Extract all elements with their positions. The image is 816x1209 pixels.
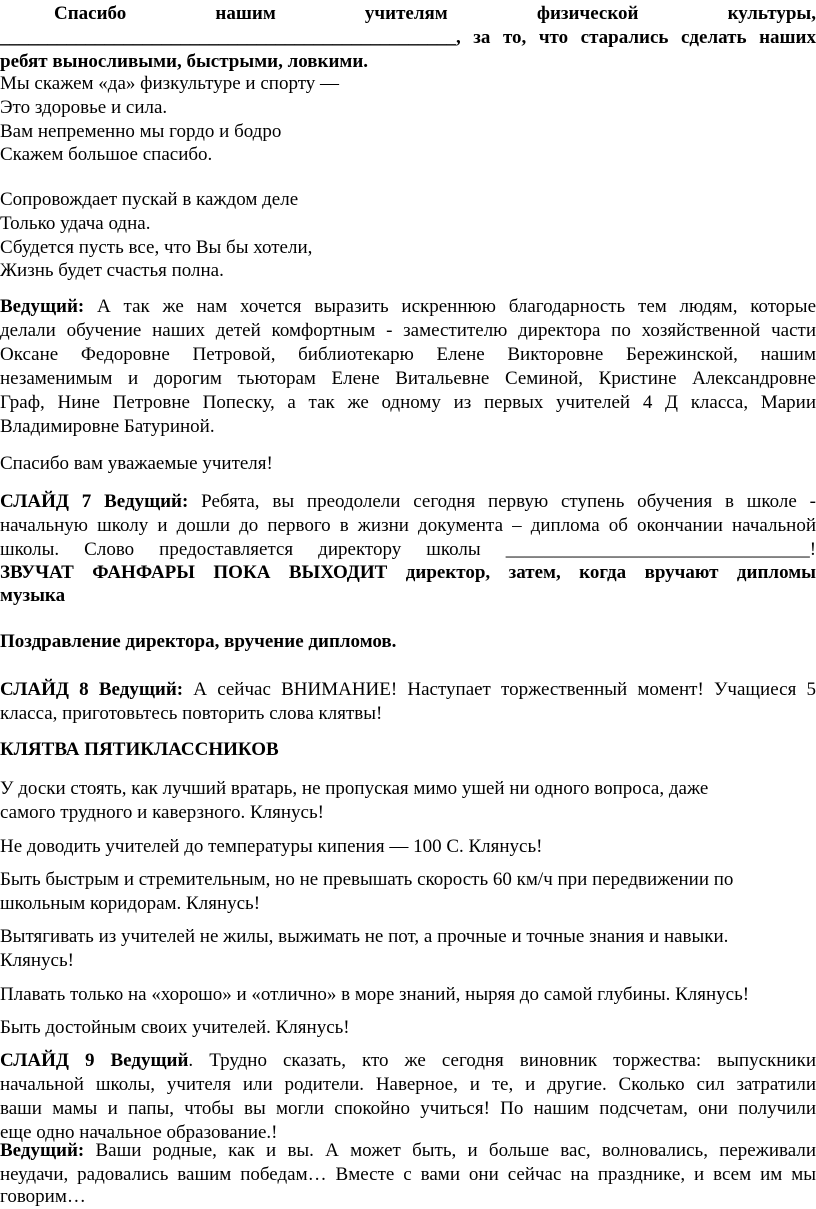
- host1-line: делали обучение наших детей комфортным - заместителю директора по хозяйственной части: [0, 320, 816, 341]
- speaker-label: Ведущий:: [0, 1140, 85, 1161]
- congrats-line: Поздравление директора, вручение дипломов.: [0, 631, 397, 652]
- slide7-line: СЛАЙД 7 Ведущий: Ребята, вы преодолели сегодня первую ступень обучения в школе -: [0, 491, 816, 512]
- oath-title: КЛЯТВА ПЯТИКЛАССНИКОВ: [0, 739, 279, 760]
- slide7-line: начальную школу и дошли до первого в жизни документа – диплома об окончании начальной: [0, 515, 816, 536]
- oath-line: У доски стоять, как лучший вратарь, не пропуская мимо ушей ни одного вопроса, даже: [0, 778, 709, 799]
- poem2-line: Жизнь будет счастья полна.: [0, 260, 224, 281]
- thanks-line: Спасибо вам уважаемые учителя!: [0, 453, 273, 474]
- director-name-blank: ________________________________: [505, 539, 810, 560]
- oath-line: школьным коридорам. Клянусь!: [0, 893, 261, 914]
- poem1-line: Вам непременно мы гордо и бодро: [0, 121, 282, 142]
- slide9-line: СЛАЙД 9 Ведущий. Трудно сказать, кто же сегодня виновник торжества: выпускники: [0, 1050, 816, 1071]
- slide8-line: класса, приготовьтесь повторить слова клятвы!: [0, 703, 383, 724]
- slide9-line: ваши мамы и папы, чтобы вы могли спокойно учиться! По нашим подсчетам, они получили: [0, 1098, 816, 1119]
- oath-line: Быть достойным своих учителей. Клянусь!: [0, 1017, 350, 1038]
- poem1-line: Мы скажем «да» физкультуре и спорту —: [0, 73, 339, 94]
- oath-line: Не доводить учителей до температуры кипения — 100 С. Клянусь!: [0, 836, 543, 857]
- host1-line: Ведущий: А так же нам хочется выразить искреннюю благодарность тем людям, которые: [0, 296, 816, 317]
- fanfare-line: ЗВУЧАТ ФАНФАРЫ ПОКА ВЫХОДИТ директор, затем, когда вручают дипломы: [0, 562, 816, 583]
- intro-line-3: ребят выносливыми, быстрыми, ловкими.: [0, 51, 369, 72]
- host1-line: незаменимым и дорогим тьюторам Елене Витальевне Семиной, Кристине Александровне: [0, 368, 816, 389]
- teacher-name-blank: ________________________________________________: [0, 27, 456, 48]
- poem1-line: Скажем большое спасибо.: [0, 144, 213, 165]
- slide8-line: СЛАЙД 8 Ведущий: А сейчас ВНИМАНИЕ! Наступает торжественный момент! Учащиеся 5: [0, 679, 816, 700]
- oath-line: Плавать только на «хорошо» и «отлично» в море знаний, ныряя до самой глубины. Клянусь!: [0, 984, 750, 1005]
- host1-line: Оксане Федоровне Петровой, библиотекарю Елене Викторовне Бережинской, нашим: [0, 344, 816, 365]
- slide-label: СЛАЙД 7 Ведущий:: [0, 491, 189, 512]
- oath-line: Быть быстрым и стремительным, но не превышать скорость 60 км/ч при передвижении по: [0, 869, 734, 890]
- poem1-line: Это здоровье и сила.: [0, 97, 168, 118]
- host2-line: говорим…: [0, 1186, 86, 1207]
- host2-line: неудачи, радовались вашим победам… Вместе с вами они сейчас на празднике, и всем им мы: [0, 1164, 816, 1185]
- host2-line: Ведущий: Ваши родные, как и вы. А может быть, и больше вас, волновались, переживали: [0, 1140, 816, 1161]
- oath-line: Вытягивать из учителей не жилы, выжимать не пот, а прочные и точные знания и навыки.: [0, 926, 729, 947]
- host1-line: Граф, Нине Петровне Попеску, а так же одному из первых учителей 4 Д класса, Марии: [0, 392, 816, 413]
- oath-line: самого трудного и каверзного. Клянусь!: [0, 802, 324, 823]
- slide9-line: начальной школы, учителя или родители. Наверное, и те, и другие. Сколько сил затратили: [0, 1074, 816, 1095]
- intro-line-2: ________________________________________________, за то, что старались сделать наших: [0, 27, 816, 48]
- poem2-line: Только удача одна.: [0, 213, 151, 234]
- slide-label: СЛАЙД 9 Ведущий: [0, 1050, 189, 1071]
- poem2-line: Сбудется пусть все, что Вы бы хотели,: [0, 237, 313, 258]
- fanfare-line: музыка: [0, 585, 66, 606]
- intro-line-1: Спасибо нашим учителям физической культуры,: [54, 3, 816, 24]
- slide9-line: еще одно начальное образование.!: [0, 1122, 278, 1143]
- speaker-label: Ведущий:: [0, 296, 85, 317]
- oath-line: Клянусь!: [0, 950, 74, 971]
- slide7-line: школы. Слово предоставляется директору школы ________________________________!: [0, 539, 816, 560]
- slide-label: СЛАЙД 8 Ведущий:: [0, 679, 184, 700]
- host1-line: Владимировне Батуриной.: [0, 416, 215, 437]
- poem2-line: Сопровождает пускай в каждом деле: [0, 189, 299, 210]
